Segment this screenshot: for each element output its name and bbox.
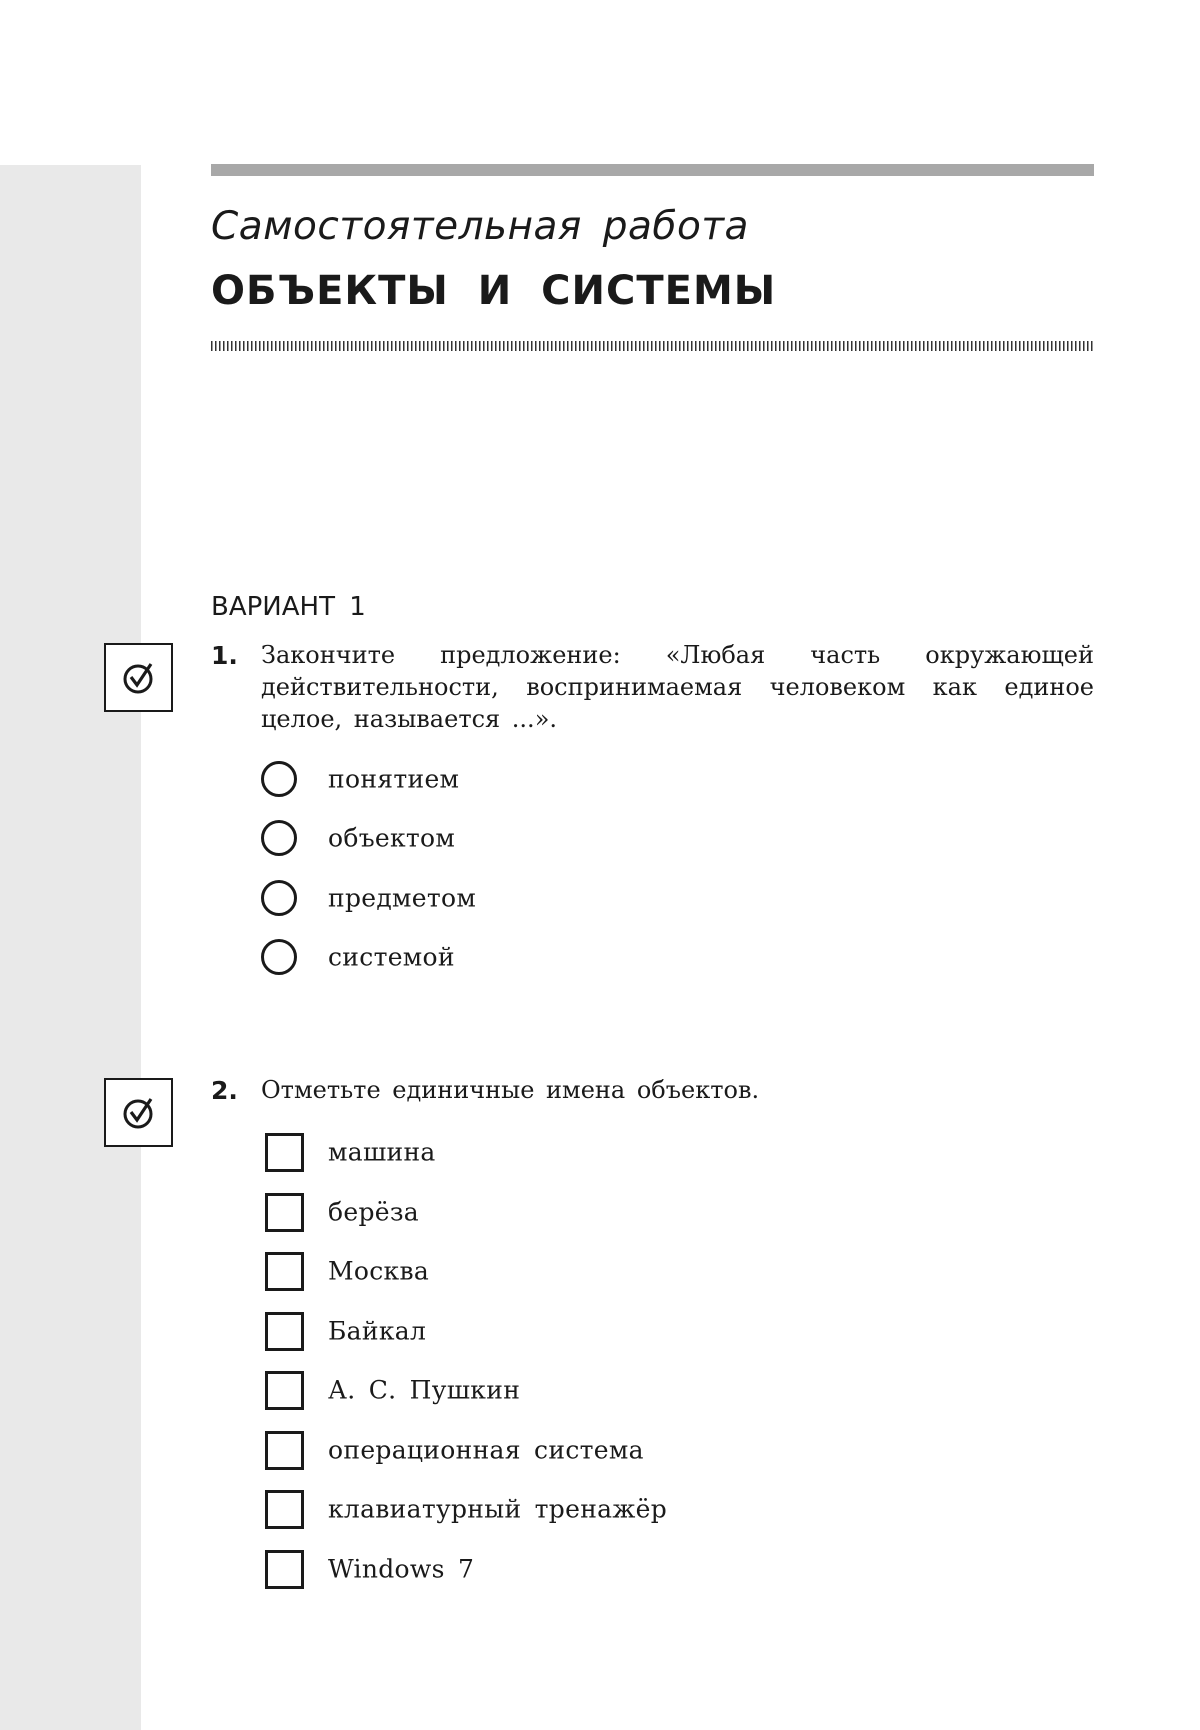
option-label: Windows 7 xyxy=(328,1554,475,1584)
checkbox[interactable] xyxy=(265,1312,304,1351)
header-bar xyxy=(211,164,1094,176)
variant-label: ВАРИАНТ 1 xyxy=(211,592,366,622)
question-2-option[interactable] xyxy=(261,1131,436,1173)
question-1-option[interactable] xyxy=(261,936,455,978)
question-2-option[interactable] xyxy=(261,1429,644,1471)
check-circle-icon xyxy=(122,1096,156,1130)
checkbox[interactable] xyxy=(265,1193,304,1232)
checkbox[interactable] xyxy=(265,1550,304,1589)
page-subtitle: Самостоятельная работа xyxy=(211,204,749,249)
option-label: машина xyxy=(328,1137,436,1167)
question-2-option[interactable] xyxy=(261,1548,475,1590)
radio-button[interactable] xyxy=(261,880,297,916)
option-label: клавиатурный тренажёр xyxy=(328,1494,668,1524)
checkbox[interactable] xyxy=(265,1431,304,1470)
radio-button[interactable] xyxy=(261,820,297,856)
option-label: Байкал xyxy=(328,1316,427,1346)
checkbox[interactable] xyxy=(265,1133,304,1172)
question-2-text: Отметьте единичные имена объектов. xyxy=(261,1076,760,1104)
option-label: операционная система xyxy=(328,1435,644,1465)
checkbox[interactable] xyxy=(265,1490,304,1529)
question-2-option[interactable] xyxy=(261,1310,427,1352)
radio-button[interactable] xyxy=(261,761,297,797)
question-1-number: 1. xyxy=(211,641,238,670)
question-2-number: 2. xyxy=(211,1076,238,1105)
question-2-option[interactable] xyxy=(261,1488,668,1530)
option-label: предметом xyxy=(328,883,477,913)
question-1-option[interactable] xyxy=(261,758,460,800)
option-label: Москва xyxy=(328,1256,430,1286)
question-2-option[interactable] xyxy=(261,1191,419,1233)
option-label: объектом xyxy=(328,823,456,853)
question-1-text: Закончите предложение: «Любая часть окружающей действительности, воспринимаемая человеком как единое целое, называется ...». xyxy=(261,641,1094,733)
option-label: А. С. Пушкин xyxy=(328,1375,521,1405)
question-2-option[interactable] xyxy=(261,1250,430,1292)
radio-button[interactable] xyxy=(261,939,297,975)
self-check-icon-q1 xyxy=(104,643,173,712)
question-2-option[interactable] xyxy=(261,1369,521,1411)
question-1-option[interactable] xyxy=(261,817,456,859)
self-check-icon-q2 xyxy=(104,1078,173,1147)
side-strip xyxy=(0,165,141,1730)
page-title: ОБЪЕКТЫ И СИСТЕМЫ xyxy=(211,268,777,314)
hatch-divider xyxy=(211,341,1094,351)
option-label: системой xyxy=(328,942,455,972)
question-1-option[interactable] xyxy=(261,877,477,919)
checkbox[interactable] xyxy=(265,1252,304,1291)
option-label: берёза xyxy=(328,1197,419,1227)
option-label: понятием xyxy=(328,764,460,794)
checkbox[interactable] xyxy=(265,1371,304,1410)
check-circle-icon xyxy=(122,661,156,695)
